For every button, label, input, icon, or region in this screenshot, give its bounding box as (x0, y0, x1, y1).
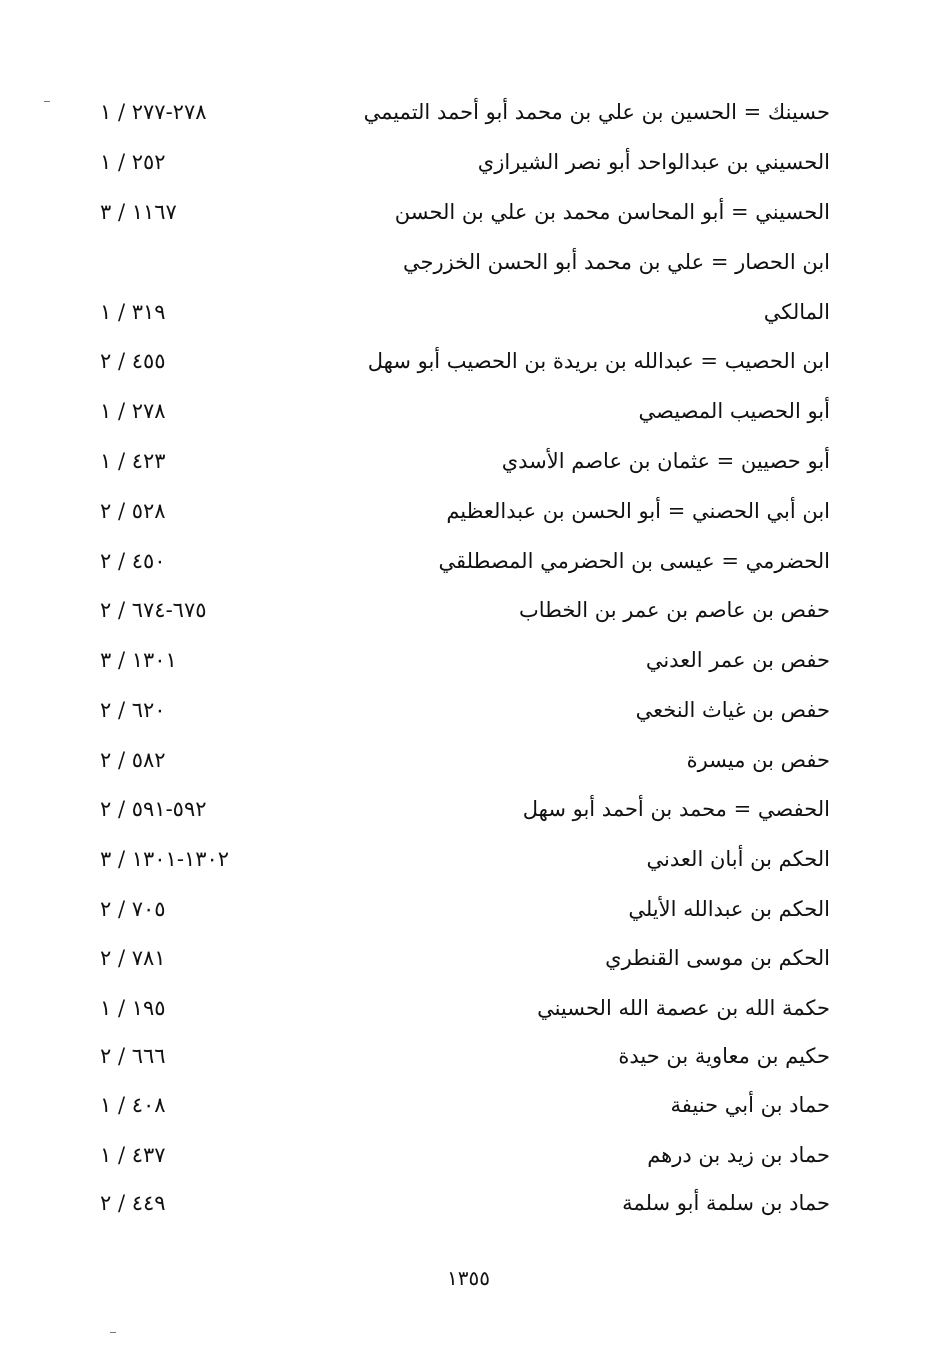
entry-reference: ٤٥٥ / ٢ (100, 349, 166, 373)
entry-reference: ٤٢٣ / ١ (100, 449, 166, 473)
entry-reference: ٢٥٢ / ١ (100, 150, 166, 174)
scan-mark (44, 101, 50, 102)
entry-reference: ١٣٠١ / ٣ (100, 648, 177, 672)
entry-reference: ٤٥٠ / ٢ (100, 549, 166, 573)
entry-reference: ١١٦٧ / ٣ (100, 200, 177, 224)
index-entry (100, 441, 830, 481)
entry-reference: ٤٤٩ / ٢ (100, 1191, 166, 1215)
entry-reference: ٥٩٢-٥٩١ / ٢ (100, 797, 207, 821)
index-entry (100, 1036, 830, 1076)
scan-mark (110, 1332, 116, 1333)
entry-reference: ٤٣٧ / ١ (100, 1143, 166, 1167)
entry-reference: ٧٨١ / ٢ (100, 946, 166, 970)
entry-name: حفص بن عمر العدني (645, 648, 830, 672)
index-entry (100, 740, 830, 780)
entry-name: حفص بن عاصم بن عمر بن الخطاب (518, 598, 830, 622)
entry-reference: ٤٠٨ / ١ (100, 1093, 166, 1117)
entry-reference: ٥٢٨ / ٢ (100, 499, 166, 523)
index-entry (100, 839, 830, 879)
index-entry (100, 242, 830, 282)
index-entry (100, 640, 830, 680)
entry-reference: ٦٦٦ / ٢ (100, 1044, 166, 1068)
index-entry (100, 541, 830, 581)
page-number: ١٣٥٥ (447, 1266, 490, 1290)
index-entry (100, 92, 830, 132)
entry-name: الحفصي = محمد بن أحمد أبو سهل (522, 797, 830, 821)
entry-reference: ٧٠٥ / ٢ (100, 897, 166, 921)
entry-name: ابن الحصار = علي بن محمد أبو الحسن الخزرجي (402, 250, 830, 274)
entry-reference: ٣١٩ / ١ (100, 300, 166, 324)
entry-name: ابن الحصيب = عبدالله بن بريدة بن الحصيب أبو سهل (367, 349, 830, 373)
entry-name: المالكي (763, 300, 830, 324)
entry-name: حفص بن ميسرة (686, 748, 830, 772)
index-entry (100, 292, 830, 332)
entry-name: الحكم بن عبدالله الأيلي (628, 897, 830, 921)
entry-reference: ١٣٠٢-١٣٠١ / ٣ (100, 847, 230, 871)
entry-reference: ٦٢٠ / ٢ (100, 698, 166, 722)
entry-name: الحضرمي = عيسى بن الحضرمي المصطلقي (438, 549, 830, 573)
entry-name: حسينك = الحسين بن علي بن محمد أبو أحمد التميمي (363, 100, 830, 124)
entry-name: الحسيني بن عبدالواحد أبو نصر الشيرازي (477, 150, 830, 174)
index-entry (100, 988, 830, 1028)
entry-reference: ٢٧٨-٢٧٧ / ١ (100, 100, 207, 124)
entry-name: الحسيني = أبو المحاسن محمد بن علي بن الحسن (394, 200, 830, 224)
index-entry (100, 341, 830, 381)
index-entry (100, 491, 830, 531)
entry-reference: ٥٨٢ / ٢ (100, 748, 166, 772)
entry-name: حكمة الله بن عصمة الله الحسيني (537, 996, 830, 1020)
index-entry (100, 1085, 830, 1125)
index-entry (100, 1183, 830, 1223)
index-entry (100, 590, 830, 630)
entry-name: حفص بن غياث النخعي (635, 698, 830, 722)
entry-reference: ١٩٥ / ١ (100, 996, 166, 1020)
index-entry (100, 1135, 830, 1175)
entry-name: حماد بن أبي حنيفة (670, 1093, 830, 1117)
entry-name: أبو الحصيب المصيصي (638, 399, 830, 423)
index-entry (100, 142, 830, 182)
entry-reference: ٢٧٨ / ١ (100, 399, 166, 423)
index-entry (100, 192, 830, 232)
index-entry (100, 391, 830, 431)
index-entry (100, 889, 830, 929)
entry-name: الحكم بن موسى القنطري (605, 946, 830, 970)
entry-reference: ٦٧٥-٦٧٤ / ٢ (100, 598, 207, 622)
index-entry (100, 690, 830, 730)
index-entry (100, 789, 830, 829)
entry-name: حكيم بن معاوية بن حيدة (618, 1044, 830, 1068)
index-entry (100, 938, 830, 978)
entry-name: حماد بن سلمة أبو سلمة (622, 1191, 830, 1215)
entry-name: أبو حصيين = عثمان بن عاصم الأسدي (501, 449, 830, 473)
entry-name: الحكم بن أبان العدني (646, 847, 830, 871)
entry-name: حماد بن زيد بن درهم (647, 1143, 830, 1167)
entry-name: ابن أبي الحصني = أبو الحسن بن عبدالعظيم (446, 499, 830, 523)
